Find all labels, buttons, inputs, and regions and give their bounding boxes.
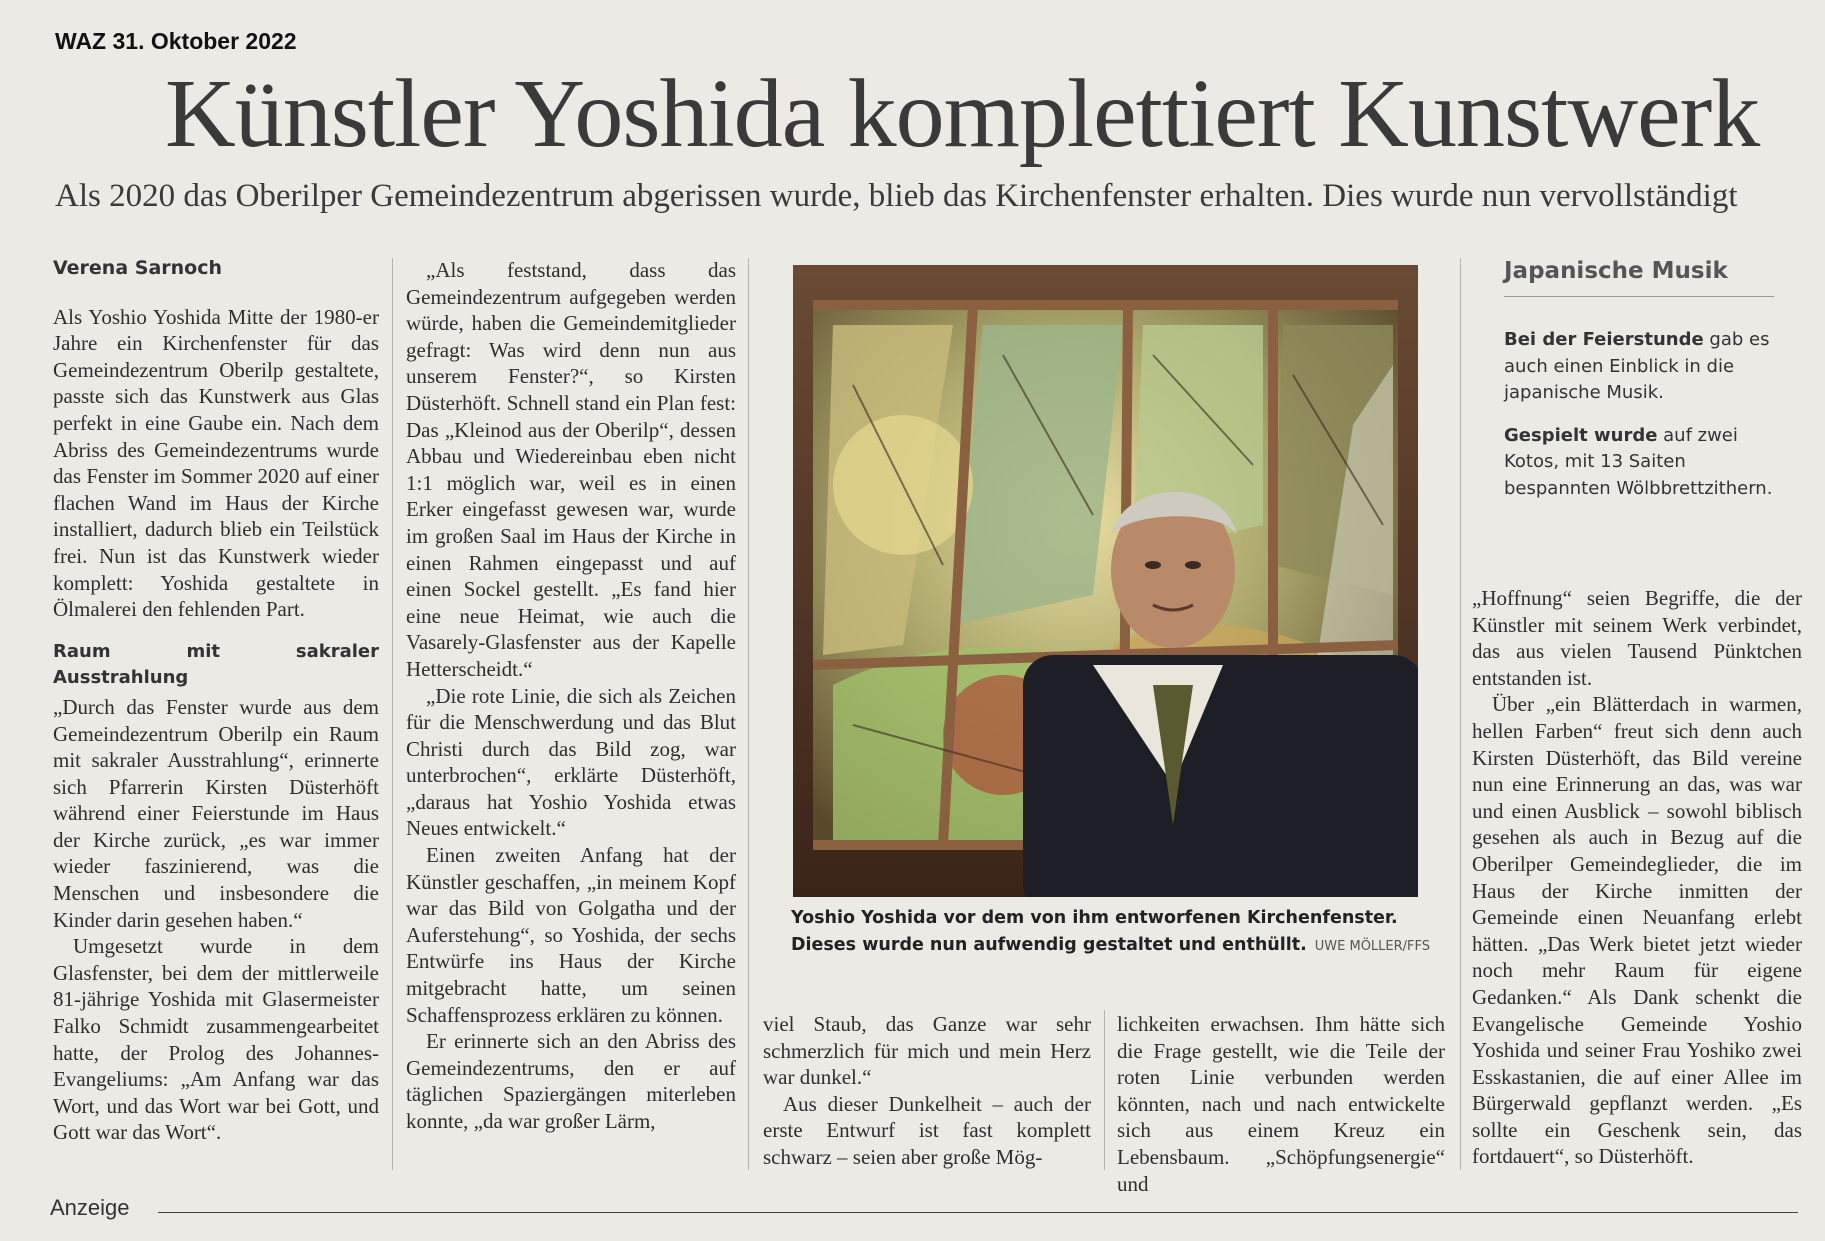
paragraph: viel Staub, das Ganze war sehr schmerzlich für mich und mein Herz war dunkel.“ — [763, 1012, 1091, 1090]
article-column-5 — [1472, 585, 1802, 1170]
paragraph: „Als feststand, dass das Gemeindezentrum aufgegeben werden würde, haben die Gemeindemitglieder gefragt: Was wird denn nun aus unserem Fenster?“, so Kirsten Düsterhöft. Schnell stand ein Plan fest: Das „Kleinod aus der Oberilp“, dessen Abbau und Wiedereinbau eben nicht 1:1 möglich war, weil es in einen Erker eingefasst gewesen war, wurde im großen Saal im Haus der Kirche in einen Rahmen eingepasst und auf einen Sockel gestellt. „Es fand hier eine neue Heimat, wie auch die Vasarely-Glasfenster aus der Kapelle Hetterscheidt.“ — [406, 258, 736, 681]
info-box-text: gab es auch einen Einblick in die japanische Musik. — [1504, 329, 1770, 403]
column-divider — [748, 258, 749, 1170]
headline: Künstler Yoshida komplettiert Kunstwerk — [165, 60, 1760, 168]
info-box-lead: Bei der Feierstunde — [1504, 329, 1704, 350]
article-photo — [793, 265, 1418, 897]
article-column-1 — [53, 255, 379, 1146]
paragraph: Er erinnerte sich an den Abriss des Gemeindezentrums, den er auf täglichen Spaziergängen miterleben konnte, „da war großer Lärm, — [406, 1029, 736, 1133]
advertisement-label: Anzeige — [50, 1195, 130, 1220]
paragraph: Einen zweiten Anfang hat der Künstler geschaffen, „in meinem Kopf war das Bild von Golgatha und der Auferstehung“, so Yoshida, der sechs Entwürfe ins Haus der Kirche mitgebracht hatte, um seinen Schaffensprozess erklären zu können. — [406, 843, 736, 1027]
info-box-text: auf zwei Kotos, mit 13 Saiten bespannten Wölbbrettzithern. — [1504, 424, 1773, 499]
column-divider — [392, 258, 393, 1170]
paragraph: Umgesetzt wurde in dem Glasfenster, bei dem der mittlerweile 81-jährige Yoshida mit Glasermeister Falko Schmidt zusammengearbeitet hatte, der Prolog des Johannes-Evangeliums: „Am Anfang war das Wort, und das Wort war bei Gott, und Gott war das Wort“. — [53, 934, 379, 1145]
info-box-paragraph — [1504, 423, 1774, 503]
paragraph: „Hoffnung“ seien Begriffe, die der Künstler mit seinem Werk verbindet, das aus vielen Tausend Pünktchen entstanden ist. — [1472, 586, 1802, 690]
stained-glass-window-photo — [793, 265, 1418, 897]
caption-line — [791, 932, 1431, 960]
paragraph: Aus dieser Dunkelheit – auch der erste Entwurf ist fast komplett schwarz – seien aber große Mög- — [763, 1091, 1091, 1169]
article-column-3 — [763, 1011, 1091, 1171]
info-box-lead: Gespielt wurde — [1504, 424, 1658, 446]
photo-caption — [791, 905, 1431, 960]
column-divider — [1104, 1010, 1105, 1170]
info-box — [1504, 258, 1774, 518]
article-column-4 — [1117, 1011, 1445, 1197]
subheadline: Als 2020 das Oberilper Gemeindezentrum abgerissen wurde, blieb das Kirchenfenster erhalten. Dies wurde nun vervollständigt — [55, 178, 1738, 214]
info-box-title: Japanische Musik — [1504, 258, 1774, 297]
source-label: WAZ 31. Oktober 2022 — [55, 28, 297, 54]
section-subtitle: Raum mit sakraler Ausstrahlung — [53, 640, 379, 689]
photo-credit: UWE MÖLLER/FFS — [1314, 939, 1431, 954]
paragraph: Als Yoshio Yoshida Mitte der 1980-er Jahre ein Kirchenfenster für das Gemeindezentrum Oberilp gestaltete, passte sich das Kunstwerk aus Glas perfekt in eine Gaube ein. Nach dem Abriss des Gemeindezentrums wurde das Fenster im Sommer 2020 auf einer flachen Wand im Haus der Kirche installiert, dadurch blieb ein Teilstück frei. Nun ist das Kunstwerk wieder komplett: Yoshida gestaltete in Ölmalerei den fehlenden Part. — [53, 304, 379, 622]
caption-line: Yoshio Yoshida vor dem von ihm entworfenen Kirchenfenster. — [791, 908, 1398, 928]
paragraph: lichkeiten erwachsen. Ihm hätte sich die Frage gestellt, wie die Teile der roten Linie verbunden werden könnten, nach und nach entwickelte sich aus einem Kreuz ein Lebensbaum. „Schöpfungsenergie“ und — [1117, 1012, 1445, 1196]
paragraph: „Die rote Linie, die sich als Zeichen für die Menschwerdung und das Blut Christi durch das Bild zog, war unterbrochen“, erklärte Düsterhöft, „daraus hat Yoshio Yoshida etwas Neues entwickelt.“ — [406, 683, 736, 841]
article-column-2 — [406, 257, 736, 1135]
author-byline: Verena Sarnoch — [53, 257, 223, 279]
paragraph: Über „ein Blätterdach in warmen, hellen Farben“ freut sich denn auch Kirsten Düsterhöft, das Bild vereine nun eine Erinnerung an das, was war und einen Ausblick – sowohl biblisch gesehen als auch in Bezug auf die Oberilper Gemeindeglieder, die im Haus der Kirche inmitten der Gemeinde einen Neuanfang erlebt hätten. „Das Werk bietet jetzt wieder noch mehr Raum für eigene Gedanken.“ Als Dank schenkt die Evangelische Gemeinde Yoshio Yoshida und seiner Frau Yoshiko zwei Esskastanien, die auf einer Allee im Bürgerwald gepflanzt werden. „Es sollte ein Geschenk sein, das fortdauert“, so Düsterhöft. — [1472, 692, 1802, 1169]
paragraph: „Durch das Fenster wurde aus dem Gemeindezentrum Oberilp ein Raum mit sakraler Ausstrahlung“, erinnerte sich Pfarrerin Kirsten Düsterhöft während einer Feierstunde im Haus der Kirche zurück, „es war immer wieder faszinierend, was die Menschen und insbesondere die Kinder darin gesehen haben.“ — [53, 694, 379, 932]
info-box-paragraph — [1504, 327, 1774, 407]
column-divider — [1460, 258, 1461, 1170]
caption-text: Dieses wurde nun aufwendig gestaltet und enthüllt. — [791, 935, 1307, 955]
footer-rule — [158, 1212, 1798, 1213]
